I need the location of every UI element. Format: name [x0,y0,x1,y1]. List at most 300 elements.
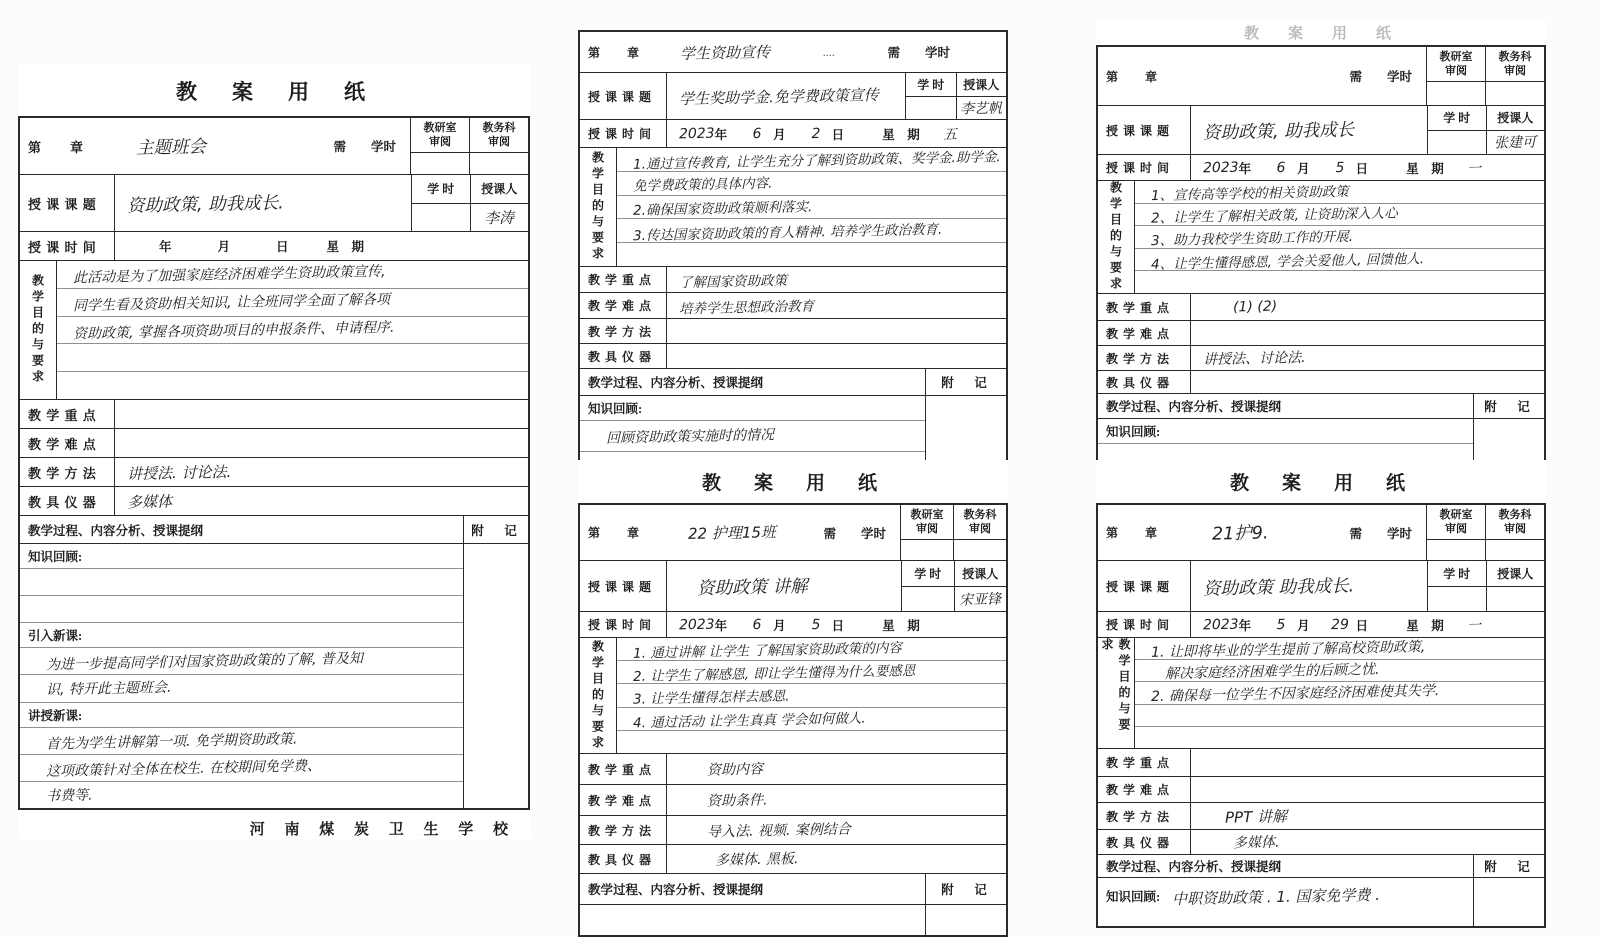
objective-line [57,372,528,399]
hours-lecturer-values [1428,586,1544,612]
focus-row [20,399,528,428]
difficulty-value [114,429,528,457]
time-value [666,120,1006,147]
objectives-lines [1134,181,1544,293]
topic-label: 授 课 课 题 [588,89,653,104]
aids-label: 教 具 仪 器 [588,349,653,364]
ellipsis-mark: .... [822,44,835,59]
objective-line [617,243,1006,266]
review-office-label [1427,505,1485,540]
week-handwriting [378,246,410,247]
objective-handwriting: 2. 让学生了解感恩, 即让学生懂得为什么要感恩 [632,663,916,686]
review-office-line1: 教研室 [1439,508,1473,521]
aids-value [666,344,1006,368]
ruled-line [580,421,925,452]
form-table [1096,45,1546,501]
note-label: 附 记 [925,874,1006,904]
method-handwriting: PPT 讲解 [1224,806,1288,827]
knowledge-review-heading: 知识回顾: [580,396,925,421]
review-office-line1: 教研室 [423,121,457,134]
difficulty-label: 教 学 难 点 [28,436,97,452]
difficulty-value [1190,777,1544,802]
chapter-value [114,118,333,174]
note-label: 附 记 [1473,855,1544,877]
hours-lecturer-values [906,96,1006,120]
objective-handwriting: 1. 通过讲解 让学生 了解国家资助政策的内容 [632,640,902,662]
review-academic-line1: 教务科 [482,121,516,134]
review-academic-cell [1485,505,1544,560]
need-hours-label: 需 学时 [887,46,950,60]
objective-handwriting: 4. 通过活动 让学生真真 学会如何做人. [632,710,866,732]
process-label: 教学过程、内容分析、授课提纲 [28,523,204,538]
chapter-row [20,118,528,174]
objectives-row [580,637,1006,753]
objective-line [617,172,1006,196]
month-handwriting: 6 [752,125,762,142]
review-office-blank [1427,82,1485,105]
method-row [20,457,528,486]
objective-handwriting: 2. 确保每一位学生不因家庭经济困难使其失学. [1150,682,1440,706]
hours-lecturer-header [412,175,528,203]
objective-handwriting: 1.通过宣传教育, 让学生充分了解到资助政策、奖学金.助学金. [632,149,1001,174]
method-handwriting: 讲授法、讨论法. [1202,349,1306,369]
objectives-row [20,260,528,399]
time-label: 授 课 时 间 [588,618,653,632]
month-label: 月 [1297,618,1310,633]
lecturer-value [1486,131,1545,155]
hours-value [1428,587,1486,612]
form-title: 教 案 用 纸 [176,80,372,104]
review-office-label [901,505,953,540]
week-handwriting: 一 [1466,617,1481,634]
hours-label: 学 时 [914,566,942,581]
method-row [580,815,1006,844]
focus-row [1098,748,1544,776]
process-content [580,905,925,935]
year-handwriting [127,246,159,247]
review-academic-line2: 审阅 [1504,65,1526,77]
review-academic-line1: 教务科 [1498,508,1532,521]
objective-line [617,219,1006,243]
aids-handwriting: 多媒体. [1232,834,1280,852]
difficulty-row [1098,320,1544,345]
objective-handwriting: 2.确保国家资助政策顺利落实. [632,199,813,219]
method-value [1190,803,1544,829]
ruled-line [20,755,463,782]
difficulty-value [666,293,1006,318]
topic-handwriting: 资助政策 讲解 [696,576,808,599]
review-office-blank [901,540,953,560]
objective-handwriting: 资助政策, 掌握各项资助项目的申报条件、申请程序. [72,319,395,343]
review-academic-line2: 审阅 [488,136,510,148]
review-academic-cell [1485,47,1544,105]
objective-line [617,731,1006,753]
knowledge-review-heading [1098,878,1473,914]
year-label: 年 [159,240,172,254]
lesson-plan-form-left [18,64,530,839]
time-value [1190,155,1544,180]
objective-line [1135,271,1544,293]
objective-line [57,289,528,317]
review-academic-label [1486,47,1544,82]
focus-row [580,266,1006,292]
review-academic-label [954,505,1006,540]
ruled-line [20,648,463,675]
objective-line [1135,682,1544,704]
focus-label: 教 学 重 点 [1106,756,1171,770]
time-row [580,611,1006,637]
chapter-label: 第 章 [28,139,85,155]
difficulty-value [666,785,1006,815]
week-label: 星 期 [1406,618,1444,633]
difficulty-value [1190,321,1544,345]
month-handwriting: 5 [1276,616,1286,633]
process-header-row [20,515,528,543]
objectives-label: 教学目的与要求 [590,151,605,263]
method-value [666,816,1006,844]
focus-handwriting: (1) (2) [1232,298,1278,316]
objective-line [1135,249,1544,272]
month-label: 月 [217,240,231,254]
objective-handwriting: 解决家庭经济困难学生的后顾之忧. [1164,661,1380,683]
hours-lecturer-values [412,203,528,232]
form-table [1096,503,1546,928]
form-title-faint: 教 案 用 纸 [1243,26,1398,42]
lecturer-label: 授课人 [1486,106,1545,130]
note-label: 附 记 [925,369,1006,395]
hours-lecturer-header [906,73,1006,96]
day-handwriting [244,246,276,247]
hours-lecturer-block [1427,106,1544,154]
chapter-handwriting: 21护9. [1211,523,1269,545]
lecturer-label: 授课人 [954,561,1007,586]
ruled-line [20,782,463,808]
difficulty-label: 教 学 难 点 [588,299,653,313]
week-handwriting: 一 [1466,160,1481,177]
process-label: 教学过程、内容分析、授课提纲 [1106,400,1282,414]
time-value [1190,612,1544,637]
objectives-label: 教学目的与要求 [30,274,45,386]
year-label: 年 [1238,161,1252,176]
objectives-label: 教学目的与要求 [1100,638,1131,734]
day-handwriting: 29 [1330,616,1349,633]
knowledge-review-handwriting: 中职资助政策 . 1. 国家免学费 . [1172,885,1381,908]
process-header-row [1098,393,1544,418]
objective-line [1135,727,1544,748]
topic-value [1190,106,1427,154]
topic-handwriting: 资助政策 助我成长. [1202,575,1355,600]
objective-handwriting: 免学费政策的具体内容. [632,175,773,195]
intro-new-lesson-heading: 引入新课: [20,623,463,648]
process-content [20,544,463,808]
day-handwriting: 5 [1335,159,1345,176]
review-academic-line2: 审阅 [1504,523,1526,535]
chapter-value [1190,505,1349,560]
chapter-label: 第 章 [588,45,641,60]
month-label: 月 [773,127,786,142]
objective-handwriting: 4、让学生懂得感恩, 学会关爱他人, 回馈他人. [1150,250,1425,273]
objectives-row [1098,180,1544,293]
lecturer-label: 授课人 [470,175,529,203]
ruled-line [20,728,463,755]
chapter-value [666,505,823,560]
topic-value [666,561,901,611]
lecturer-label: 授课人 [956,73,1007,96]
review-office-line2: 审阅 [429,136,451,148]
review-office-line2: 审阅 [1445,523,1467,535]
lesson-plan-form-mid-top [578,30,1008,454]
time-label: 授 课 时 间 [1106,618,1171,632]
process-header-row [1098,854,1544,877]
topic-value [114,175,411,231]
hours-label: 学 时 [1443,566,1471,581]
focus-label: 教 学 重 点 [588,762,653,777]
review-academic-cell [469,118,528,174]
objectives-row [1098,637,1544,748]
month-handwriting [186,246,218,247]
teach-new-lesson-heading: 讲授新课: [20,703,463,728]
week-handwriting [934,624,966,625]
objective-handwriting: 3.传达国家资助政策的育人精神. 培养学生政治教育. [632,221,943,245]
difficulty-row [580,292,1006,318]
review-office-blank [1427,540,1485,560]
note-column [925,905,1006,935]
form-title: 教 案 用 纸 [701,473,884,494]
month-handwriting: 6 [1276,159,1286,176]
objective-line [1135,705,1544,727]
method-label: 教 学 方 法 [588,324,653,339]
review-office-cell [900,505,953,560]
form-table [578,30,1008,508]
review-academic-blank [470,153,528,174]
time-value [666,612,1006,637]
form-table [578,503,1008,937]
objective-line [617,638,1006,661]
focus-label: 教 学 重 点 [1106,300,1171,315]
objective-handwriting: 3. 让学生懂得怎样去感恩. [632,687,790,708]
chapter-handwriting: 学生资助宣传 [679,42,771,63]
review-academic-cell [953,505,1006,560]
objectives-label: 教学目的与要求 [590,639,605,752]
week-label: 星 期 [882,618,920,633]
topic-handwriting: 学生奖助学金.免学费政策宣传 [678,85,879,108]
lecturer-signature: 张建可 [1494,134,1537,152]
hours-value [1428,131,1486,155]
chapter-label: 第 章 [588,526,641,540]
time-row [1098,154,1544,180]
method-row [1098,345,1544,370]
difficulty-label: 教 学 难 点 [1106,783,1171,797]
difficulty-row [1098,776,1544,802]
process-label: 教学过程、内容分析、授课提纲 [1106,860,1282,874]
lecturer-value [956,97,1007,120]
hours-lecturer-header [1428,561,1544,586]
review-academic-label [470,118,528,153]
topic-row [1098,105,1544,154]
review-academic-blank [954,540,1006,560]
chapter-value [666,32,770,72]
review-academic-blank [1486,540,1544,560]
review-office-line1: 教研室 [910,508,944,521]
hours-lecturer-header [1428,106,1544,130]
method-handwriting: 导入法. 视频. 案例结合 [706,821,851,841]
objectives-lines [56,261,528,399]
review-office-line2: 审阅 [916,523,938,535]
objective-line [617,708,1006,731]
method-handwriting: 讲授法. 讨论法. [126,462,232,483]
topic-label: 授 课 课 题 [588,579,653,594]
focus-row [580,753,1006,784]
lecturer-value [470,204,529,232]
ruled-line [20,596,463,623]
review-office-cell [410,118,469,174]
need-hours-label: 需 学时 [823,526,886,541]
form-title: 教 案 用 纸 [1229,473,1412,494]
hours-label: 学 时 [917,77,945,92]
aids-label: 教 具 仪 器 [1106,835,1171,850]
time-row [580,119,1006,147]
objective-line [57,317,528,345]
review-office-cell [1426,47,1485,105]
process-content [1098,878,1473,926]
school-name-footer: 河 南 煤 炭 卫 生 学 校 [249,822,516,838]
lecturer-signature: 宋亚锋 [959,591,1002,609]
topic-label: 授 课 课 题 [28,196,97,212]
need-hours-label: 需 学时 [1349,526,1412,541]
chapter-row [580,32,1006,72]
teach-handwriting: 书费等. [45,787,93,805]
chapter-label: 第 章 [1106,526,1159,540]
aids-value [666,845,1006,873]
focus-value [1190,749,1544,776]
year-handwriting: 2023 [1202,616,1239,633]
process-content-row [20,543,528,808]
knowledge-review-handwriting: 回顾资助政策实施时的情况 [605,426,775,447]
process-content-row [1098,877,1544,926]
day-label: 日 [1355,618,1369,633]
process-label: 教学过程、内容分析、授课提纲 [588,883,764,897]
year-label: 年 [714,127,728,142]
review-academic-label [1486,505,1544,540]
time-label: 授 课 时 间 [28,239,97,255]
review-office-line1: 教研室 [1439,50,1473,63]
topic-value [666,73,905,119]
objective-line [57,261,528,289]
note-label: 附 记 [463,516,528,543]
day-label: 日 [1355,161,1369,176]
review-academic-line1: 教务科 [1498,50,1532,63]
difficulty-label: 教 学 难 点 [588,793,653,808]
month-label: 月 [1297,161,1310,176]
review-office-blank [411,153,469,174]
objectives-lines [1134,638,1544,748]
time-row [20,231,528,260]
topic-handwriting: 资助政策, 助我成长. [126,192,284,217]
review-office-label [1427,47,1485,82]
knowledge-review-label: 知识回顾: [1106,890,1161,904]
aids-row [1098,829,1544,854]
week-label: 星 期 [882,127,920,142]
objective-line [617,196,1006,220]
objective-line [617,661,1006,684]
process-header-row [580,368,1006,395]
chapter-handwriting: 主题班会 [135,136,207,159]
hours-lecturer-values [902,586,1006,612]
difficulty-label: 教 学 难 点 [1106,326,1171,341]
knowledge-review-heading: 知识回顾: [20,544,463,569]
hours-lecturer-block [905,73,1006,119]
objective-line [1135,181,1544,204]
aids-row [580,844,1006,873]
time-value [114,232,528,260]
hours-lecturer-block [901,561,1006,611]
objective-line [1135,226,1544,249]
objective-line [57,344,528,372]
process-content-row [580,904,1006,935]
lecturer-signature: 李涛 [484,208,515,228]
chapter-label: 第 章 [1106,69,1159,84]
objectives-lines [616,638,1006,753]
time-row [1098,611,1544,637]
topic-label: 授 课 课 题 [1106,123,1171,138]
objective-line [617,148,1006,172]
objective-handwriting: 此活动是为了加强家庭经济困难学生资助政策宣传, [72,264,386,287]
method-row [580,318,1006,343]
focus-value [114,400,528,428]
method-value [666,319,1006,343]
lecturer-signature: 李艺帆 [960,100,1003,118]
objectives-label: 教学目的与要求 [1108,181,1123,293]
topic-row [580,560,1006,611]
objective-line [617,684,1006,707]
aids-value [1190,830,1544,854]
topic-row [580,72,1006,119]
aids-value [114,487,528,515]
ruled-line [20,569,463,596]
method-row [1098,802,1544,829]
difficulty-handwriting: 培养学生思想政治教育 [678,298,815,317]
focus-value [666,754,1006,784]
year-handwriting: 2023 [678,616,715,633]
review-academic-line2: 审阅 [969,523,991,535]
topic-value [1190,561,1427,611]
aids-handwriting: 多媒体 [126,492,173,511]
objective-line [1135,204,1544,227]
objective-handwriting: 1. 让即将毕业的学生提前了解高校资助政策, [1150,638,1426,661]
hours-label: 学 时 [427,182,455,197]
day-label: 日 [276,240,289,254]
topic-label: 授 课 课 题 [1106,579,1171,594]
chapter-handwriting: 22 护理15班 [687,523,777,543]
objective-handwriting: 2、让学生了解相关政策, 让资助深入人心 [1150,205,1398,227]
week-label: 星 期 [326,240,365,254]
focus-label: 教 学 重 点 [28,407,97,423]
lecturer-label: 授课人 [1486,561,1545,586]
lesson-plan-form-right-bottom [1096,460,1546,908]
focus-value [1190,294,1544,320]
method-label: 教 学 方 法 [1106,351,1171,366]
chapter-value [1190,47,1349,105]
topic-row [20,174,528,231]
year-label: 年 [714,618,728,633]
need-hours-label: 需 学时 [1349,70,1412,84]
intro-handwriting: 为进一步提高同学们对国家资助政策的了解, 普及知 [45,651,364,674]
ruled-line [20,675,463,702]
aids-label: 教 具 仪 器 [28,494,97,510]
aids-row [580,343,1006,368]
form-table [18,116,530,810]
topic-handwriting: 资助政策, 助我成长 [1202,119,1355,144]
